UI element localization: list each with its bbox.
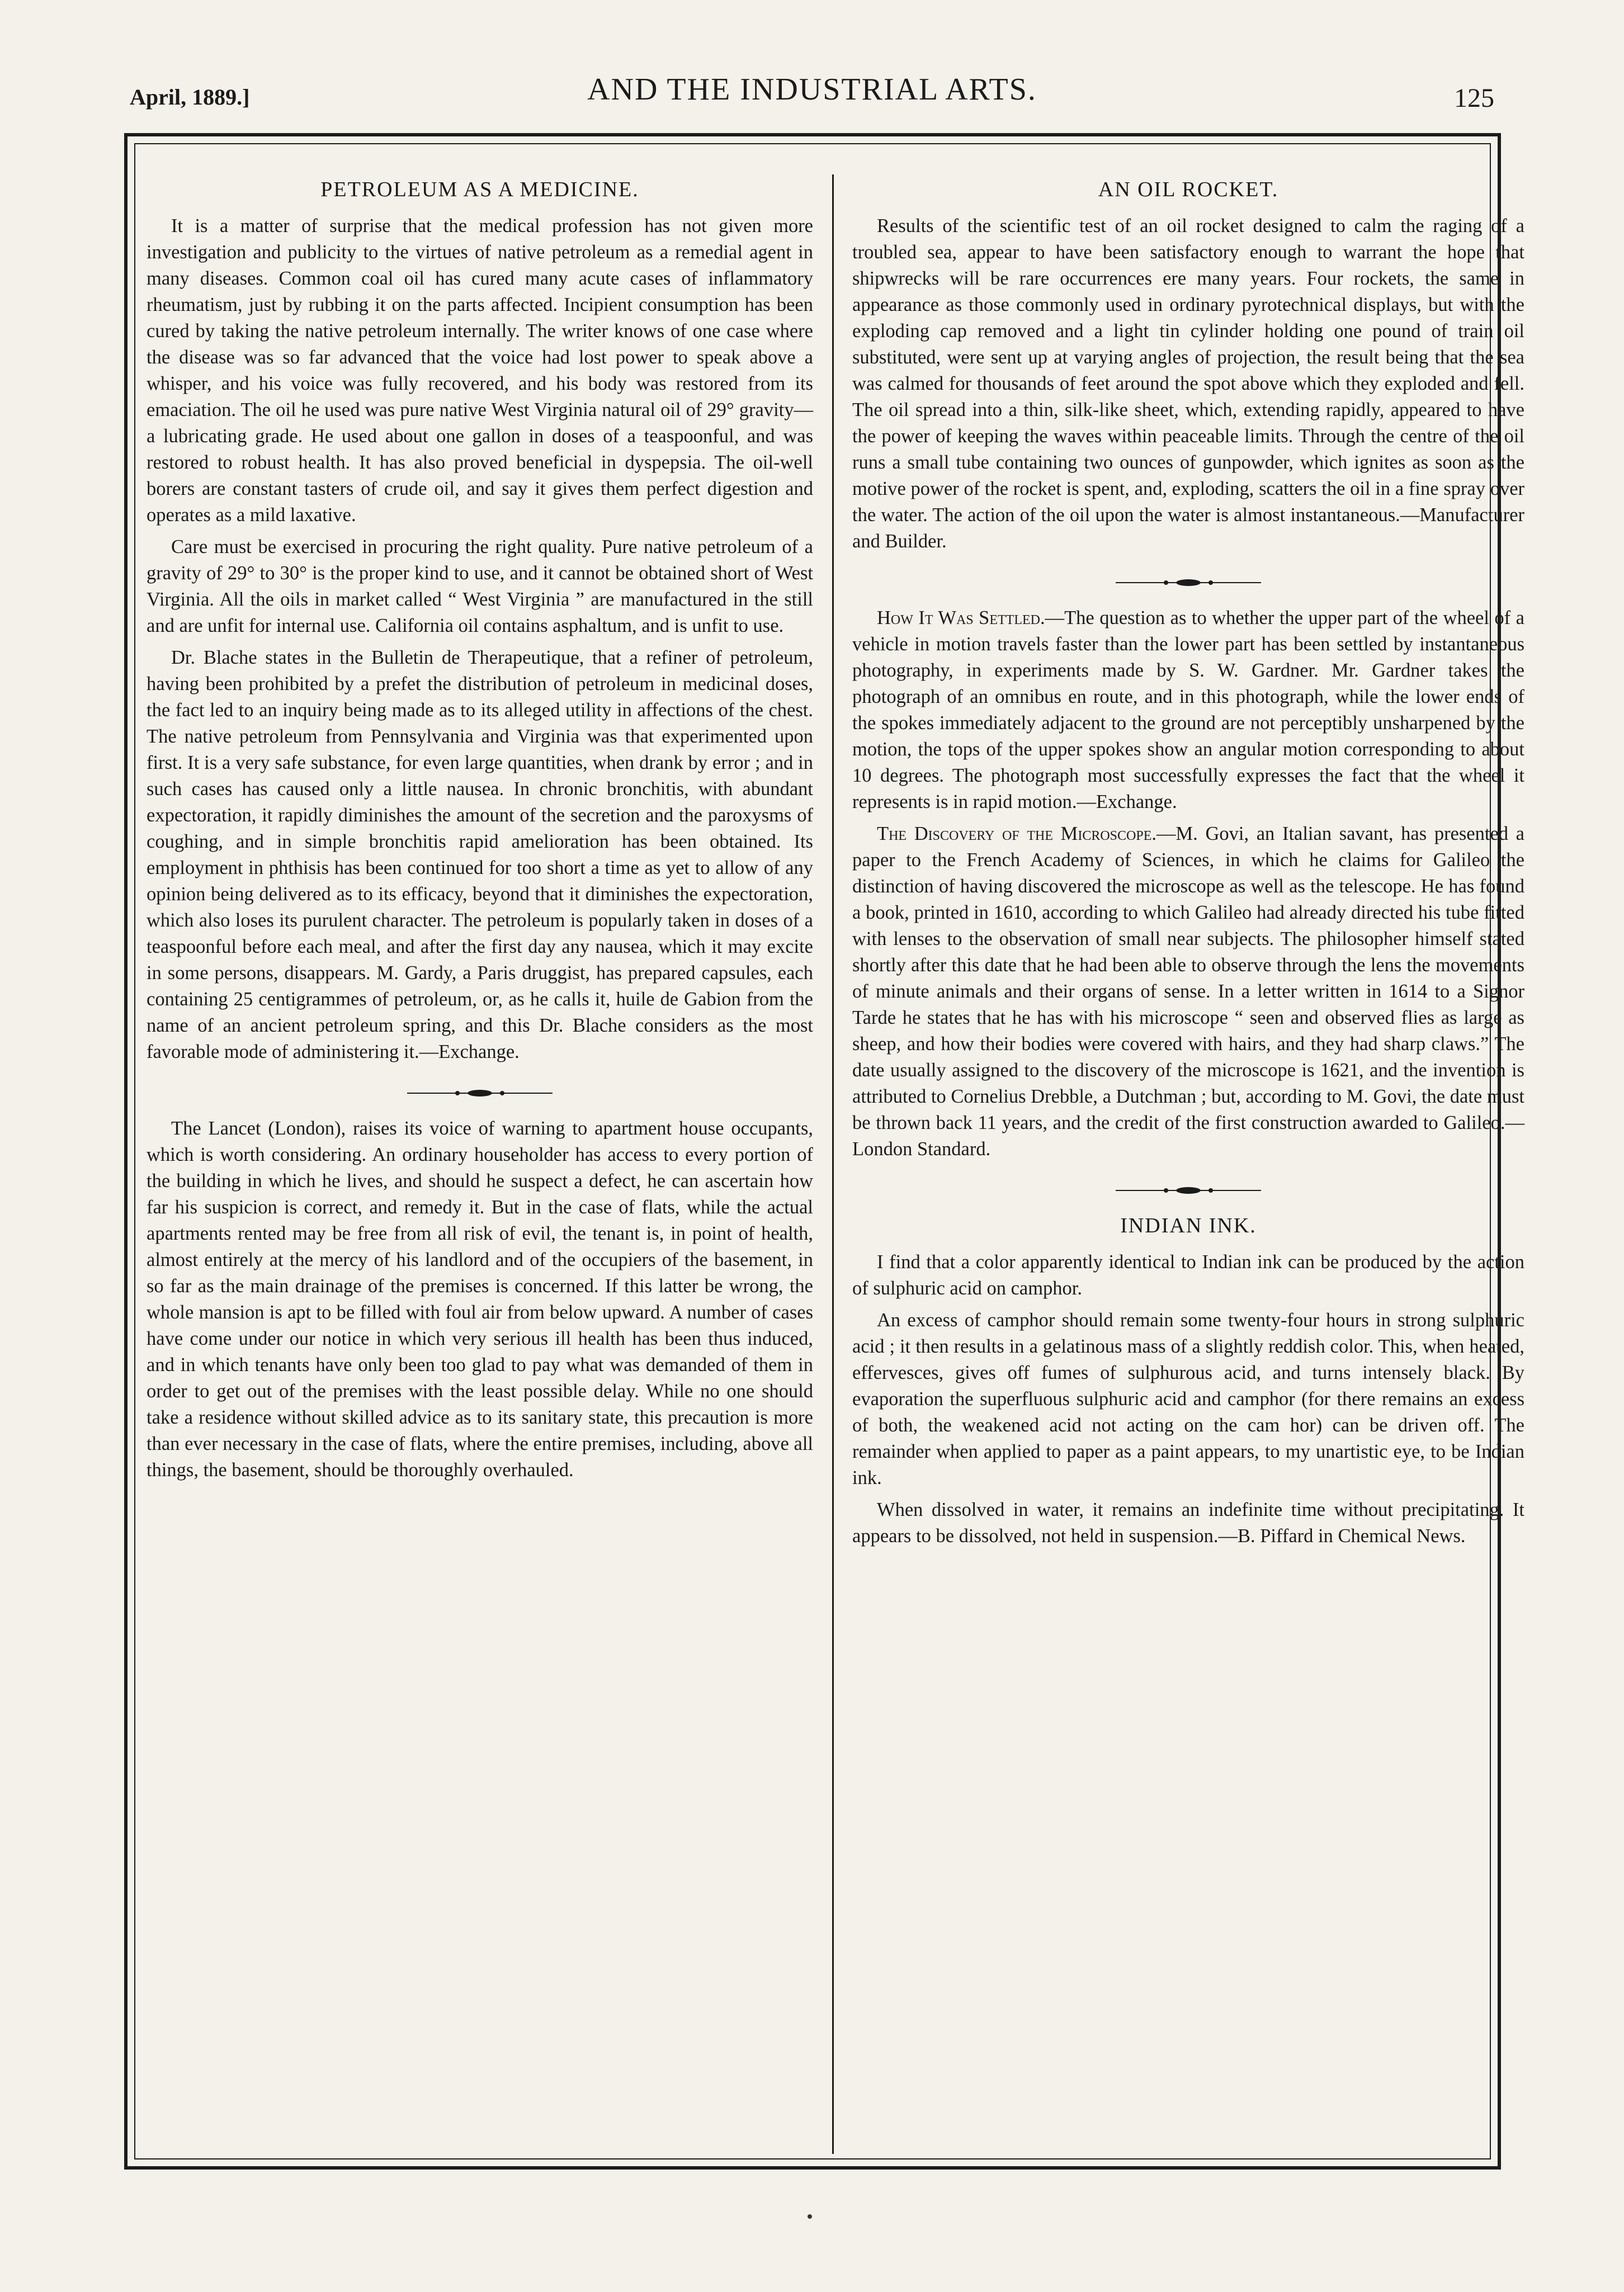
- article-paragraph: Care must be exercised in procuring the right quality. Pure native petroleum of a gravity of 29° to 30° is the proper kind to use, and it cannot be obtained short of West Virginia. All the oils in market called “ West Virginia ” are manufactured in the still and are unfit for internal use. California oil contains asphaltum, and is unfit to use.: [147, 536, 813, 636]
- article-lead-wheel: How It Was Settled.: [877, 607, 1045, 628]
- article-paragraph-wheel: [852, 605, 1524, 815]
- article-title-petroleum: PETROLEUM AS A MEDICINE.: [320, 178, 639, 201]
- print-dot: [808, 2214, 812, 2219]
- article-paragraph: An excess of camphor should remain some twenty-four hours in strong sulphuric acid ; it then results in a gelatinous mass of a slightly reddish color. This, when heated, effervesces, gives off fumes of sulphurous acid, and turns intensely black. By evaporation the superfluous sulphuric acid and camphor (for there remains an excess of both, the weakened acid not acting on the cam hor) can be driven off. The remainder when applied to paper as a paint appears, to my unartistic eye, to be Indian ink.: [852, 1310, 1524, 1488]
- article-paragraph: It is a matter of surprise that the medical profession has not given more investigation and publicity to the virtues of native petroleum as a remedial agent in many diseases. Common coal oil has cured many acute cases of inflammatory rheumatism, just by rubbing it on the parts affected. Incipient consumption has been cured by taking the native petroleum internally. The writer knows of one case where the disease was so far advanced that the voice had lost power to speak above a whisper, and his voice was fully recovered, and his body was restored from its emaciation. The oil he used was pure native West Virginia natural oil of 29° gravity—a lubricating grade. He used about one gallon in doses of a teaspoonful, and was restored to robust health. It has also proved beneficial in dyspepsia. The oil-well borers are constant tasters of crude oil, and say it gives them perfect digestion and operates as a mild laxative.: [147, 215, 813, 526]
- right-column: [852, 173, 1524, 1549]
- article-paragraph: I find that a color apparently identical to Indian ink can be produced by the action of sulphuric acid on camphor.: [852, 1251, 1524, 1299]
- ornamental-divider: [852, 569, 1524, 580]
- column-divider: [832, 174, 834, 2154]
- article-paragraph-microscope: [852, 821, 1524, 1162]
- article-body-microscope: —M. Govi, an Italian savant, has presented a paper to the French Academy of Sciences, in which he claims for Galileo the distinction of having discovered the microscope as well as the telescope. He has found a book, printed in 1610, according to which Galileo had already directed his tube fitted with lenses to the observation of small near subjects. The philosopher himself stated shortly after this date that he had been able to observe through the lens the movements of minute animals and their organs of sense. In a letter written in 1614 to a Signor Tarde he states that he has with his microscope “ seen and observed flies as large as sheep, and how their bodies were covered with hairs, and they had sharp claws.” The date usually assigned to the discovery of the microscope is 1621, and the invention is attributed to Cornelius Drebble, a Dutchman ; but, according to M. Govi, the date must be thrown back 11 years, and the credit of the first construction awarded to Galileo.—London Standard.: [852, 823, 1524, 1160]
- page-number: 125: [1454, 83, 1494, 113]
- issue-date: April, 1889.]: [130, 84, 250, 110]
- article-paragraph-lancet: The Lancet (London), raises its voice of warning to apartment house occupants, which is worth considering. An ordinary householder has access to every portion of the building in which he lives, and should he suspect a defect, he can ascertain how far his suspicion is correct, and remedy it. But in the case of flats, while the actual apartments rented may be free from all risk of evil, the tenant is, in point of health, almost entirely at the mercy of his landlord and of the occupiers of the basement, in so far as the main drainage of the premises is concerned. If this latter be wrong, the whole mansion is apt to be filled with foul air from below upward. A number of cases have come under our notice in which very serious ill health has been thus induced, and in which tenants have only been too glad to pay what was demanded of them in order to get out of the premises with the least possible delay. While no one should take a residence without skilled advice as to its sanitary state, this precaution is more than ever necessary in the case of flats, where the entire premises, including, above all things, the basement, should be thoroughly overhauled.: [147, 1118, 813, 1481]
- left-column: [147, 173, 813, 1483]
- ornamental-divider: [147, 1080, 813, 1091]
- article-paragraph: Results of the scientific test of an oil rocket designed to calm the raging of a troubled sea, appear to have been satisfactory enough to warrant the hope that shipwrecks will be rare occurrences ere many years. Four rockets, the same in appearance as those commonly used in ordinary pyrotechnical displays, but with the exploding cap removed and a light tin cylinder holding one pound of train oil substituted, were sent up at varying angles of projection, the result being that the sea was calmed for thousands of feet around the spot above which they exploded and fell. The oil spread into a thin, silk-like sheet, which, extending rapidly, appeared to have the power of keeping the waves within peaceable limits. Through the centre of the oil runs a small tube containing two ounces of gunpowder, which ignites as soon as the motive power of the rocket is spent, and, exploding, scatters the oil in a fine spray over the water. The action of the oil upon the water is almost instantaneous.—Manufacturer and Builder.: [852, 215, 1524, 552]
- article-paragraph: When dissolved in water, it remains an indefinite time without precipitating. It appears to be dissolved, not held in suspension.—B. Piffard in Chemical News.: [852, 1499, 1524, 1547]
- article-lead-microscope: The Discovery of the Microscope.: [877, 823, 1156, 844]
- page-header: [0, 67, 1624, 129]
- ornamental-divider: [852, 1177, 1524, 1188]
- article-body-wheel: —The question as to whether the upper part of the wheel of a vehicle in motion travels faster than the lower part has been settled by instantaneous photography, in experiments made by S. W. Gardner. Mr. Gardner takes the photograph of an omnibus en route, and in this photograph, while the lower ends of the spokes immediately adjacent to the ground are not perceptibly unsharpened by the motion, the tops of the upper spokes show an angular motion corresponding to about 10 degrees. The photograph most successfully expresses the fact that the wheel it represents is in rapid motion.—Exchange.: [852, 607, 1524, 812]
- article-paragraph: Dr. Blache states in the Bulletin de Therapeutique, that a refiner of petroleum, having been prohibited by a prefet the distribution of petroleum in medicinal doses, the fact led to an inquiry being made as to its alleged utility in affections of the chest. The native petroleum from Pennsylvania and Virginia was that experimented upon first. It is a very safe substance, for even large quantities, when drank by error ; and in such cases has caused only a little nausea. In chronic bronchitis, with abundant expectoration, it rapidly diminishes the amount of the secretion and the paroxysms of coughing, and in simple bronchitis rapid amelioration has been obtained. Its employment in phthisis has been continued for too short a time as yet to allow of any opinion being delivered as to its efficacy, beyond that it diminishes the expectoration, which also loses its purulent character. The petroleum is popularly taken in doses of a teaspoonful before each meal, and after the first day any nausea, which it may excite in some persons, disappears. M. Gardy, a Paris druggist, has prepared capsules, each containing 25 centigrammes of petroleum, or, as he calls it, huile de Gabion from the name of an ancient petroleum spring, and this Dr. Blache considers as the most favorable mode of administering it.—Exchange.: [147, 647, 813, 1062]
- article-title-oil-rocket: AN OIL ROCKET.: [1098, 178, 1279, 201]
- article-title-indian-ink: INDIAN INK.: [1120, 1214, 1257, 1237]
- running-title: AND THE INDUSTRIAL ARTS.: [587, 72, 1037, 107]
